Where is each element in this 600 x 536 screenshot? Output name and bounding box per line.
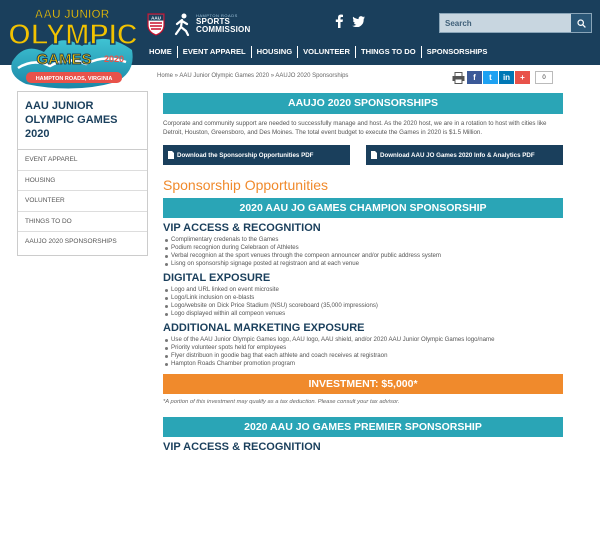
logo-year: 2020: [103, 54, 125, 64]
sc-small-text: HAMPTON ROADS: [196, 13, 238, 18]
logo-line1: AAU JUNIOR: [34, 7, 110, 21]
aau-shield-icon: [146, 12, 166, 36]
list-item: Podium recognion during Celebraon of Athletes: [163, 244, 563, 252]
download-sponsorship-pdf-button[interactable]: [163, 145, 350, 165]
pdf1-label: Download the Sponsorship Opportunities PDF: [177, 151, 314, 159]
search-input[interactable]: [440, 14, 571, 32]
nav-sponsorships[interactable]: SPONSORSHIPS: [426, 47, 488, 56]
list-item: Lisng on sponsorship signage posted at registraon and at each venue: [163, 260, 563, 268]
sidebar-title: AAU JUNIOR OLYMPIC GAMES 2020: [18, 92, 147, 150]
vip-heading: VIP ACCESS & RECOGNITION: [163, 222, 321, 234]
list-item: Logo/Link inclusion on e-blasts: [163, 294, 563, 302]
sports-commission-logo[interactable]: [146, 10, 250, 38]
list-item: Flyer distribuon in goodie bag that each athlete and coach receives at registraon: [163, 352, 563, 360]
logo-line3: GAMES: [36, 51, 92, 68]
marketing-heading: ADDITIONAL MARKETING EXPOSURE: [163, 322, 365, 334]
intro-text: Corporate and community support are needed to successfully manage and host. As the 2020 host, we are in a rotation to host with cities like Detroit, Houston, Greensboro, and Des Moines. The total event budget to execute the Games in 2020 is $1.5 Million.: [163, 120, 547, 136]
header-social: [334, 14, 365, 28]
aau-shield-text: AAU: [151, 15, 161, 21]
nav-things-to-do[interactable]: THINGS TO DO: [356, 46, 422, 58]
main-nav: [144, 42, 492, 62]
logo-line2: OLYMPIC: [8, 19, 138, 51]
list-item: Logo displayed within all compeon venues: [163, 310, 563, 318]
marketing-list: [163, 336, 563, 368]
nav-housing[interactable]: HOUSING: [252, 46, 298, 58]
search-button[interactable]: [571, 14, 591, 32]
share-facebook-button[interactable]: f: [467, 71, 482, 84]
print-button[interactable]: [451, 71, 466, 84]
sidebar-item-things-to-do[interactable]: THINGS TO DO: [18, 212, 147, 233]
main-content: [163, 93, 563, 455]
logo-ribbon: HAMPTON ROADS, VIRGINIA: [35, 76, 113, 82]
list-item: Verbal recognion at the sport venues through the compeon announcer and/or public address system: [163, 252, 563, 260]
share-count: 0: [535, 71, 553, 84]
aau-junior-olympic-games-logo[interactable]: [4, 2, 142, 98]
list-item: Priority volunteer spots held for employees: [163, 344, 563, 352]
share-twitter-button[interactable]: t: [483, 71, 498, 84]
document-icon: [371, 151, 377, 159]
nav-home[interactable]: HOME: [144, 46, 178, 58]
twitter-icon[interactable]: [352, 16, 365, 27]
sidebar-item-event-apparel[interactable]: EVENT APPAREL: [18, 150, 147, 171]
sponsorship-opportunities-heading: Sponsorship Opportunities: [163, 177, 328, 193]
document-icon: [168, 151, 174, 159]
sidebar-item-housing[interactable]: HOUSING: [18, 171, 147, 192]
share-plus-button[interactable]: +: [515, 71, 530, 84]
pdf-buttons: [163, 145, 563, 165]
digital-list: [163, 286, 563, 318]
sc-big-text-1: SPORTS: [196, 17, 231, 26]
download-analytics-pdf-button[interactable]: [366, 145, 563, 165]
sidebar-item-volunteer[interactable]: VOLUNTEER: [18, 191, 147, 212]
list-item: Hampton Roads Chamber promotion program: [163, 360, 563, 368]
list-item: Logo/website on Dick Price Stadium (NSU) scoreboard (35,000 impressions): [163, 302, 563, 310]
list-item: Complimentary credenals to the Games: [163, 236, 563, 244]
sidebar-item-sponsorships[interactable]: AAUJO 2020 SPONSORSHIPS: [25, 238, 117, 245]
search-box: [439, 13, 592, 33]
sports-commission-text: [196, 14, 250, 34]
print-icon: [452, 72, 465, 84]
vip-list: [163, 236, 563, 268]
breadcrumb[interactable]: Home » AAU Junior Olympic Games 2020 » AAUJO 2020 Sponsorships: [157, 73, 349, 79]
search-icon: [577, 19, 586, 28]
sc-big-text-2: COMMISSION: [196, 25, 251, 34]
sidebar: [17, 91, 148, 256]
digital-heading: DIGITAL EXPOSURE: [163, 272, 271, 284]
list-item: Use of the AAU Junior Olympic Games logo, AAU logo, AAU shield, and/or 2020 AAU Junior Olympic Games logo/name: [163, 336, 563, 344]
pdf2-label: Download AAU JO Games 2020 Info & Analytics PDF: [380, 151, 535, 159]
nav-event-apparel[interactable]: EVENT APPAREL: [178, 46, 252, 58]
share-linkedin-button[interactable]: in: [499, 71, 514, 84]
premier-sponsorship-title: 2020 AAU JO GAMES PREMIER SPONSORSHIP: [163, 417, 563, 437]
list-item: Logo and URL linked on event microsite: [163, 286, 563, 294]
premier-vip-heading: VIP ACCESS & RECOGNITION: [163, 441, 321, 453]
investment-bar: INVESTMENT: $5,000*: [163, 374, 563, 394]
nav-volunteer[interactable]: VOLUNTEER: [298, 46, 356, 58]
champion-sponsorship-title: 2020 AAU JO GAMES CHAMPION SPONSORSHIP: [163, 198, 563, 218]
runner-icon: [170, 12, 192, 36]
tax-footnote: *A portion of this investment may qualify as a tax deduction. Please consult your tax advisor.: [163, 399, 400, 405]
share-bar: [451, 71, 553, 84]
facebook-icon[interactable]: [334, 14, 344, 28]
page-title: AAUJO 2020 SPONSORSHIPS: [163, 93, 563, 114]
